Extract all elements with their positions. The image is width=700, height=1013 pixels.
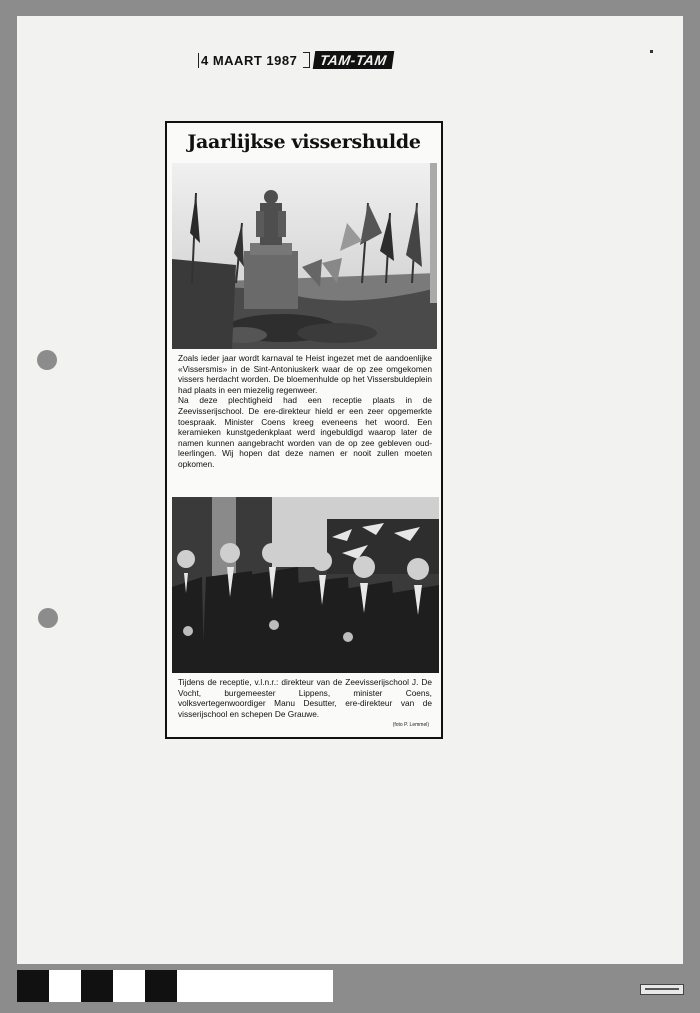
- scale-swatch-black: [145, 970, 177, 1002]
- article-body: [178, 353, 432, 470]
- paper-speck: [650, 50, 653, 53]
- scale-swatch-white-wide: [177, 970, 333, 1002]
- photo-credit: (foto P. Lemmel): [392, 722, 429, 728]
- header-bracket: [303, 52, 310, 68]
- publication-masthead: TAM-TAM: [313, 51, 394, 69]
- article-paragraph: Zoals ieder jaar wordt karnaval te Heist ingezet met de aandoenlijke «Vissersmis» in de Sint-Antoniuskerk waar de op zee omgekomen vissers herdacht worden. De bloemenhulde op het Vissersbuldeplein had plaats in een miezelig regenweer.: [178, 353, 432, 395]
- reception-photo-image: [172, 497, 439, 673]
- article-headline: Jaarlijkse vissershulde: [187, 131, 421, 153]
- article-paragraph: Na deze plechtigheid had een receptie plaats in de Zeevisserijschool. De ere-direkteur hield er een zeer opgemerkte toespraak. Minister Coens kreeg eveneens het woord. Een keramieken kunstgedenkplaat werd ingebuldigd waarop later de namen kunnen aangebracht worden van de op zee gebleven oud-leerlingen. Wij hopen dat deze namen er nooit zullen moeten opkomen.: [178, 395, 432, 469]
- scale-swatch-black: [17, 970, 49, 1002]
- color-scale-bar: [17, 970, 333, 1002]
- scale-swatch-white: [113, 970, 145, 1002]
- newspaper-clipping: [165, 121, 443, 739]
- reception-photo: [172, 497, 439, 673]
- publication-date: 4 MAART 1987: [198, 53, 303, 68]
- clipping-header: [198, 50, 393, 70]
- monument-photo-image: [172, 163, 437, 349]
- scale-swatch-black: [81, 970, 113, 1002]
- scale-swatch-white: [49, 970, 81, 1002]
- monument-photo: [172, 163, 437, 349]
- punch-hole-bottom: [38, 608, 58, 628]
- archive-label-tag: [640, 984, 684, 995]
- photo-caption: Tijdens de receptie, v.l.n.r.: direkteur van de Zeevisserijschool J. De Vocht, burgemeester Lippens, minister Coens, volksvertegenwoordiger Manu Desutter, ere-direkteur van de visserijschool en schepen De Grauwe.: [178, 677, 432, 719]
- punch-hole-top: [37, 350, 57, 370]
